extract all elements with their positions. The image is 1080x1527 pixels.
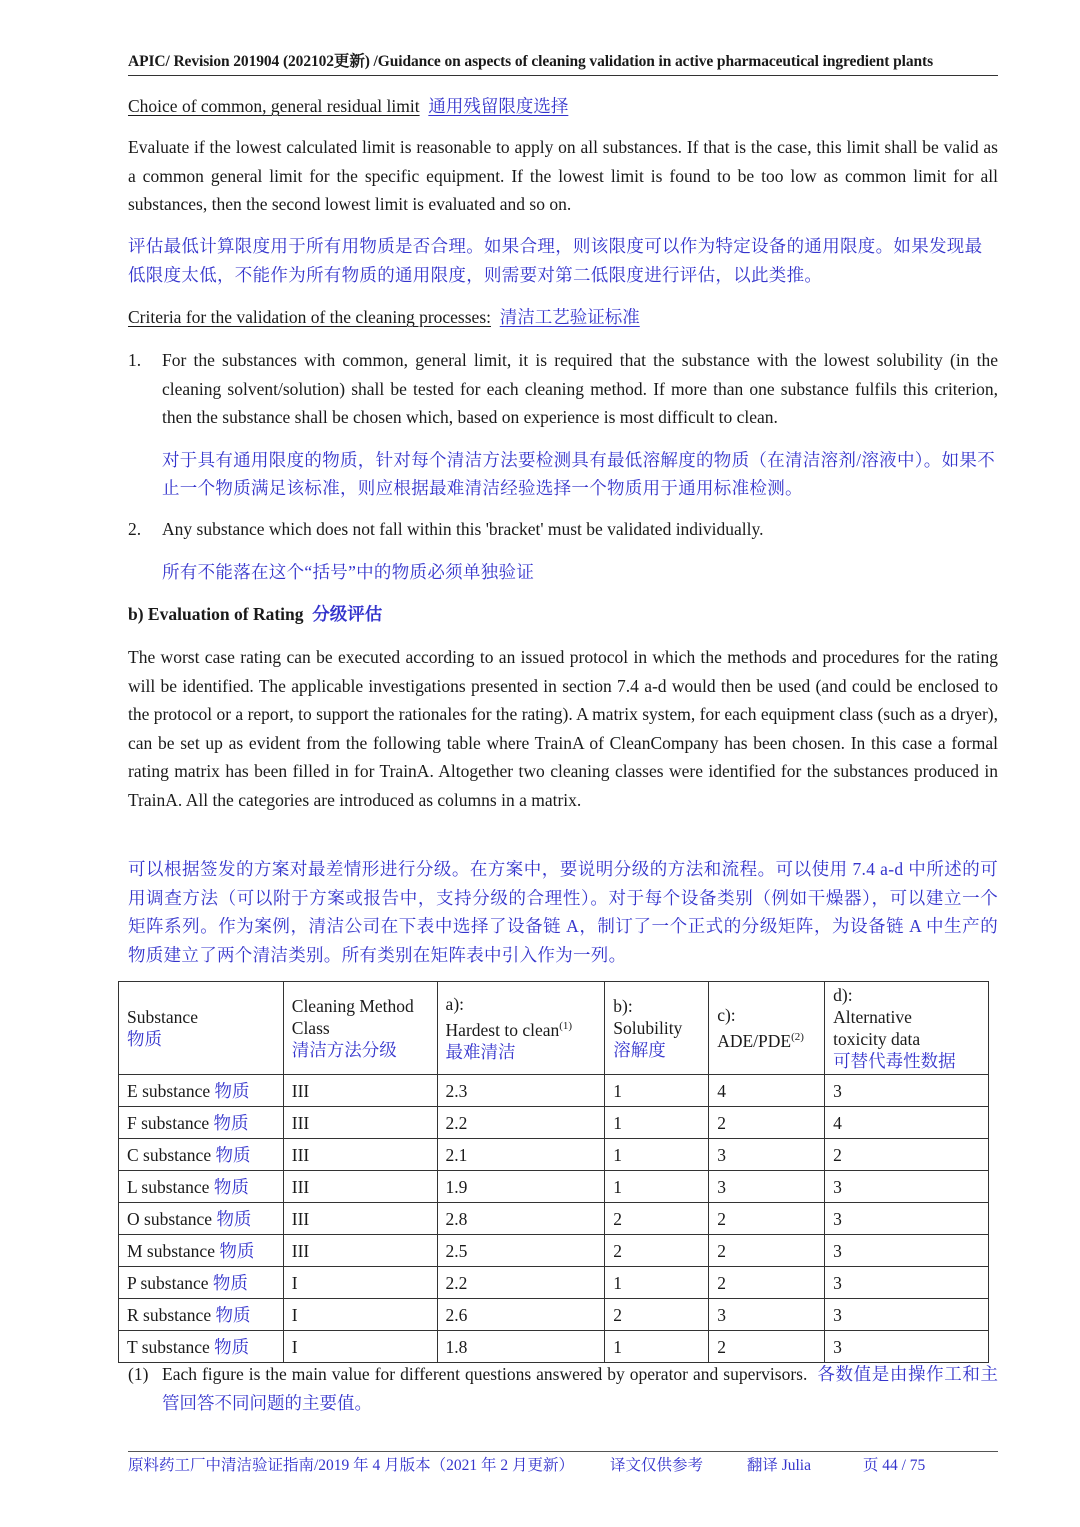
page-number: 页 44 / 75 xyxy=(862,1457,926,1474)
footnote-en: Each figure is the main value for different questions answered by operator and supervisors. xyxy=(162,1364,808,1384)
table-row xyxy=(119,1107,989,1139)
heading-en: Criteria for the validation of the cleaning processes: xyxy=(128,307,491,327)
cell-solubility: 1 xyxy=(605,1331,709,1363)
cell-alt-toxicity: 3 xyxy=(825,1331,989,1363)
cell-substance: L substance 物质 xyxy=(119,1171,284,1203)
cell-substance: E substance 物质 xyxy=(119,1075,284,1107)
cell-ade-pde: 2 xyxy=(709,1107,825,1139)
cell-alt-toxicity: 3 xyxy=(825,1299,989,1331)
cell-cleaning-class: III xyxy=(283,1171,437,1203)
cell-hardest-to-clean: 2.5 xyxy=(437,1235,605,1267)
cell-substance: M substance 物质 xyxy=(119,1235,284,1267)
heading-zh: 清洁工艺验证标准 xyxy=(499,307,640,327)
column-header-solubility: b): Solubility 溶解度 xyxy=(605,982,709,1075)
cell-ade-pde: 2 xyxy=(709,1235,825,1267)
column-header-substance: Substance 物质 xyxy=(119,982,284,1075)
cell-solubility: 1 xyxy=(605,1171,709,1203)
heading-en: b) Evaluation of Rating xyxy=(128,604,304,624)
table-row xyxy=(119,1139,989,1171)
footnote-zh: 各数值是由操作工和主管回答不同问题的主要值。 xyxy=(162,1364,998,1413)
criteria-item-zh: 对于具有通用限度的物质，针对每个清洁方法要检测具有最低溶解度的物质（在清洁溶剂/溶液中）。如果不止一个物质满足该标准，则应根据最难清洁经验选择一个物质用于通用标准检测。 xyxy=(162,449,996,498)
table-row xyxy=(119,1331,989,1363)
footer-note: 译文仅供参考 xyxy=(609,1457,703,1474)
cell-substance: O substance 物质 xyxy=(119,1203,284,1235)
table-row xyxy=(119,1235,989,1267)
cell-alt-toxicity: 3 xyxy=(825,1171,989,1203)
cell-cleaning-class: III xyxy=(283,1235,437,1267)
rating-matrix-table xyxy=(118,981,989,1363)
footnote-number: (1) xyxy=(128,1364,149,1384)
cell-ade-pde: 2 xyxy=(709,1267,825,1299)
cell-alt-toxicity: 3 xyxy=(825,1203,989,1235)
criteria-item-2 xyxy=(128,515,998,586)
paragraph-common-limit-en: Evaluate if the lowest calculated limit is reasonable to apply on all substances. If that is the case, this limit shall be valid as a common general limit for the specific equipment. If the lowest limit is found to be too low as common limit for all substances, then the second lowest limit is evaluated and so on. xyxy=(128,137,998,214)
cell-hardest-to-clean: 2.2 xyxy=(437,1267,605,1299)
table-footnote xyxy=(128,1360,998,1417)
table-row xyxy=(119,1299,989,1331)
criteria-item-1 xyxy=(128,346,998,503)
footer-translator: 翻译 Julia xyxy=(746,1457,811,1474)
cell-cleaning-class: I xyxy=(283,1267,437,1299)
cell-ade-pde: 2 xyxy=(709,1331,825,1363)
cell-ade-pde: 4 xyxy=(709,1075,825,1107)
footnote-ref: (1) xyxy=(559,1020,573,1033)
cell-hardest-to-clean: 2.8 xyxy=(437,1203,605,1235)
cell-alt-toxicity: 2 xyxy=(825,1139,989,1171)
cell-solubility: 1 xyxy=(605,1075,709,1107)
footer-title: 原料药工厂中清洁验证指南/2019 年 4 月版本（2021 年 2 月更新） xyxy=(128,1457,575,1474)
table-header-row xyxy=(119,982,989,1075)
column-header-cleaning-class: Cleaning Method Class 清洁方法分级 xyxy=(283,982,437,1075)
list-number: 2. xyxy=(128,519,142,539)
heading-en: Choice of common, general residual limit xyxy=(128,96,420,116)
cell-hardest-to-clean: 2.6 xyxy=(437,1299,605,1331)
criteria-item-zh: 所有不能落在这个“括号”中的物质必须单独验证 xyxy=(162,561,535,582)
cell-hardest-to-clean: 1.9 xyxy=(437,1171,605,1203)
cell-solubility: 2 xyxy=(605,1203,709,1235)
cell-substance: R substance 物质 xyxy=(119,1299,284,1331)
table-row xyxy=(119,1267,989,1299)
cell-alt-toxicity: 3 xyxy=(825,1075,989,1107)
list-number: 1. xyxy=(128,350,142,370)
section-heading-criteria xyxy=(128,303,998,332)
cell-alt-toxicity: 3 xyxy=(825,1267,989,1299)
criteria-item-en: For the substances with common, general limit, it is required that the substance with the lowest solubility (in the cleaning solvent/solution) shall be tested for each cleaning method. If more than one substance fulfils this criterion, then the substance shall be chosen which, based on experience is most difficult to clean. xyxy=(162,350,998,427)
cell-hardest-to-clean: 1.8 xyxy=(437,1331,605,1363)
paragraph-rating-zh: 可以根据签发的方案对最差情形进行分级。在方案中，要说明分级的方法和流程。可以使用 7.4 a-d 中所述的可用调查方法（可以附于方案或报告中，支持分级的合理性）。对于每个设备类别（例如干燥器），可以建立一个矩阵系列。作为案例，清洁公司在下表中选择了设备链 A，制订了一个正式的分级矩阵，为设备链 A 中生产的物质建立了两个清洁类别。所有类别在矩阵表中引入作为一列。 xyxy=(128,859,998,965)
section-heading-common-limit xyxy=(128,92,998,121)
paragraph-rating-en: The worst case rating can be executed according to an issued protocol in which the methods and procedures for the rating will be identified. The applicable investigations presented in section 7.4 a-d would then be used (and could be enclosed to the protocol or a report, to support the rationales for the rating). A matrix system, for each equipment class (such as a dryer), can be set up as evident from the following table where TrainA of CleanCompany has been chosen. In this case a formal rating matrix has been filled in for TrainA. Altogether two cleaning classes were identified for the substances produced in TrainA. All the categories are introduced as columns in a matrix. xyxy=(128,647,998,810)
cell-alt-toxicity: 4 xyxy=(825,1107,989,1139)
cell-substance: T substance 物质 xyxy=(119,1331,284,1363)
cell-alt-toxicity: 3 xyxy=(825,1235,989,1267)
table-row xyxy=(119,1203,989,1235)
criteria-item-en: Any substance which does not fall within this 'bracket' must be validated individually. xyxy=(162,519,764,539)
cell-solubility: 1 xyxy=(605,1267,709,1299)
cell-cleaning-class: III xyxy=(283,1075,437,1107)
page-footer xyxy=(128,1451,998,1477)
column-header-ade-pde: c): ADE/PDE$^{(2)}$ xyxy=(709,982,825,1075)
heading-zh: 通用残留限度选择 xyxy=(428,96,569,116)
page-header: APIC/ Revision 201904 (202102更新) /Guidance on aspects of cleaning validation in active pharmaceutical ingredient plants xyxy=(128,52,998,76)
footnote-ref: (2) xyxy=(791,1031,804,1044)
cell-solubility: 1 xyxy=(605,1139,709,1171)
cell-substance: P substance 物质 xyxy=(119,1267,284,1299)
cell-substance: F substance 物质 xyxy=(119,1107,284,1139)
cell-ade-pde: 2 xyxy=(709,1203,825,1235)
cell-hardest-to-clean: 2.2 xyxy=(437,1107,605,1139)
cell-ade-pde: 3 xyxy=(709,1139,825,1171)
cell-substance: C substance 物质 xyxy=(119,1139,284,1171)
cell-ade-pde: 3 xyxy=(709,1171,825,1203)
heading-zh: 分级评估 xyxy=(312,604,383,624)
column-header-hardest-to-clean: a): Hardest to clean$^{(1)}$ 最难清洁 xyxy=(437,982,605,1075)
cell-solubility: 2 xyxy=(605,1235,709,1267)
cell-ade-pde: 3 xyxy=(709,1299,825,1331)
column-header-alt-toxicity: d): Alternative toxicity data 可替代毒性数据 xyxy=(825,982,989,1075)
cell-cleaning-class: III xyxy=(283,1203,437,1235)
cell-cleaning-class: I xyxy=(283,1331,437,1363)
cell-cleaning-class: III xyxy=(283,1107,437,1139)
table-row xyxy=(119,1075,989,1107)
cell-cleaning-class: I xyxy=(283,1299,437,1331)
section-heading-rating xyxy=(128,600,998,629)
cell-hardest-to-clean: 2.1 xyxy=(437,1139,605,1171)
cell-hardest-to-clean: 2.3 xyxy=(437,1075,605,1107)
cell-cleaning-class: III xyxy=(283,1139,437,1171)
cell-solubility: 1 xyxy=(605,1107,709,1139)
cell-solubility: 2 xyxy=(605,1299,709,1331)
paragraph-common-limit-zh: 评估最低计算限度用于所有用物质是否合理。如果合理，则该限度可以作为特定设备的通用限度。如果发现最低限度太低，不能作为所有物质的通用限度，则需要对第二低限度进行评估，以此类推。 xyxy=(128,236,983,285)
table-row xyxy=(119,1171,989,1203)
